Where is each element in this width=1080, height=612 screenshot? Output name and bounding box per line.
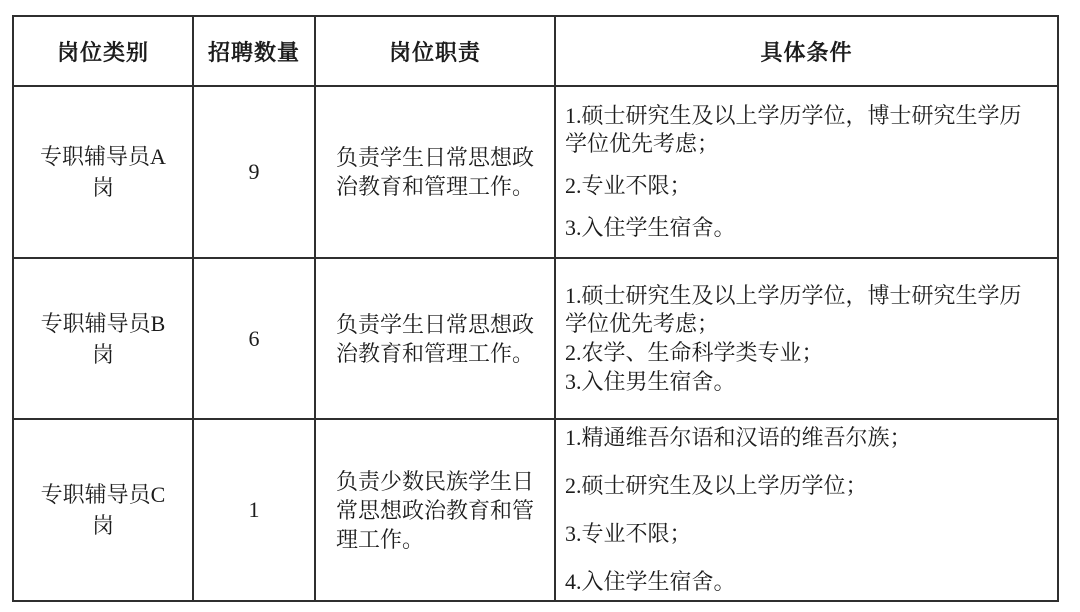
category-cell: 专职辅导员A岗 [13, 86, 193, 258]
condition-item: 3.入住学生宿舍。 [565, 215, 736, 240]
condition-item: 2.农学、生命科学类专业； [565, 339, 824, 365]
condition-item: 1.硕士研究生及以上学历学位，博士研究生学历学位优先考虑； [565, 282, 1022, 336]
header-cell-category: 岗位类别 [13, 16, 193, 86]
duties-cell: 负责少数民族学生日常思想政治教育和管理工作。 [315, 419, 555, 601]
count-cell: 9 [193, 86, 315, 258]
category-cell: 专职辅导员B岗 [13, 258, 193, 419]
category-cell: 专职辅导员C岗 [13, 419, 193, 601]
table-header [13, 16, 1058, 86]
condition-item: 1.精通维吾尔语和汉语的维吾尔族； [565, 425, 912, 450]
conditions-cell [555, 258, 1058, 419]
header-cell-conditions: 具体条件 [555, 16, 1058, 86]
condition-item: 1.硕士研究生及以上学历学位，博士研究生学历学位优先考虑； [565, 103, 1022, 156]
condition-item: 4.入住学生宿舍。 [565, 569, 736, 594]
table-row-position-b [13, 258, 1058, 419]
duties-cell: 负责学生日常思想政治教育和管理工作。 [315, 258, 555, 419]
table-row-position-c [13, 419, 1058, 601]
header-cell-duties: 岗位职责 [315, 16, 555, 86]
table-row-position-a [13, 86, 1058, 258]
condition-item: 3.入住男生宿舍。 [565, 368, 736, 394]
conditions-cell [555, 419, 1058, 601]
condition-item: 3.专业不限； [565, 521, 692, 546]
duties-cell: 负责学生日常思想政治教育和管理工作。 [315, 86, 555, 258]
header-cell-count: 招聘数量 [193, 16, 315, 86]
condition-item: 2.硕士研究生及以上学历学位； [565, 473, 868, 498]
table-body [13, 86, 1058, 601]
header-row [13, 16, 1058, 86]
condition-item: 2.专业不限； [565, 173, 692, 198]
conditions-cell [555, 86, 1058, 258]
recruitment-table [12, 15, 1059, 602]
count-cell: 1 [193, 419, 315, 601]
count-cell: 6 [193, 258, 315, 419]
